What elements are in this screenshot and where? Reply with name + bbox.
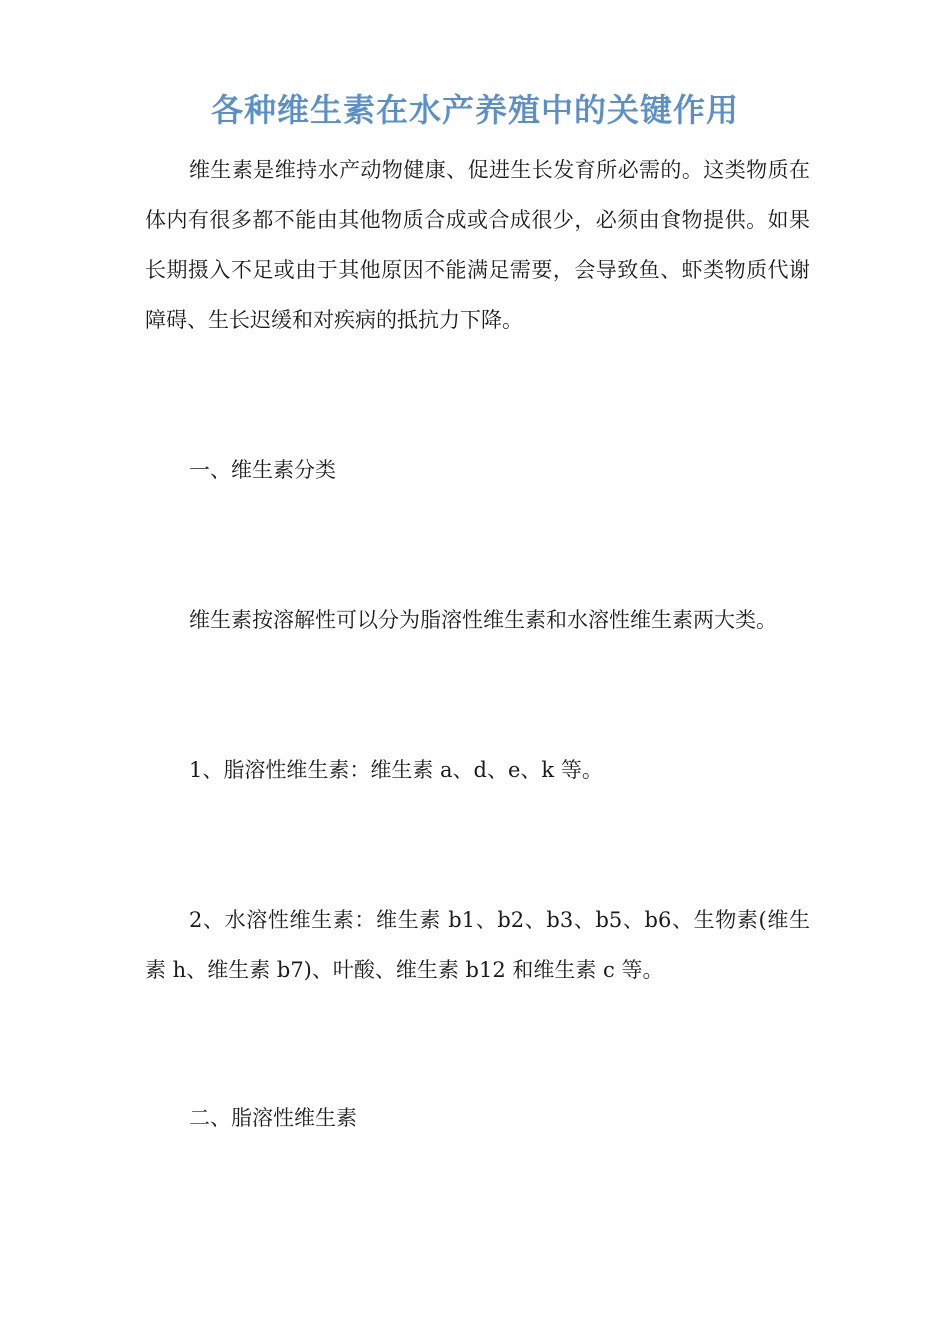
page-title: 各种维生素在水产养殖中的关键作用	[210, 91, 739, 129]
section-heading-fat-soluble: 二、脂溶性维生素	[189, 1106, 357, 1130]
fat-soluble-list-item: 1、脂溶性维生素：维生素 a、d、e、k 等。	[189, 758, 603, 782]
classification-paragraph: 维生素按溶解性可以分为脂溶性维生素和水溶性维生素两大类。	[189, 608, 777, 632]
water-soluble-list-item: 2、水溶性维生素：维生素 b1、b2、b3、b5、b6、生物素(维生素 h、维生素 b7)、叶酸、维生素 b12 和维生素 c 等。	[145, 908, 810, 982]
section-heading-classification: 一、维生素分类	[189, 458, 336, 482]
intro-paragraph: 维生素是维持水产动物健康、促进生长发育所必需的。这类物质在体内有很多都不能由其他物质合成或合成很少，必须由食物提供。如果长期摄入不足或由于其他原因不能满足需要，会导致鱼、虾类物质代谢障碍、生长迟缓和对疾病的抵抗力下降。	[145, 158, 810, 332]
